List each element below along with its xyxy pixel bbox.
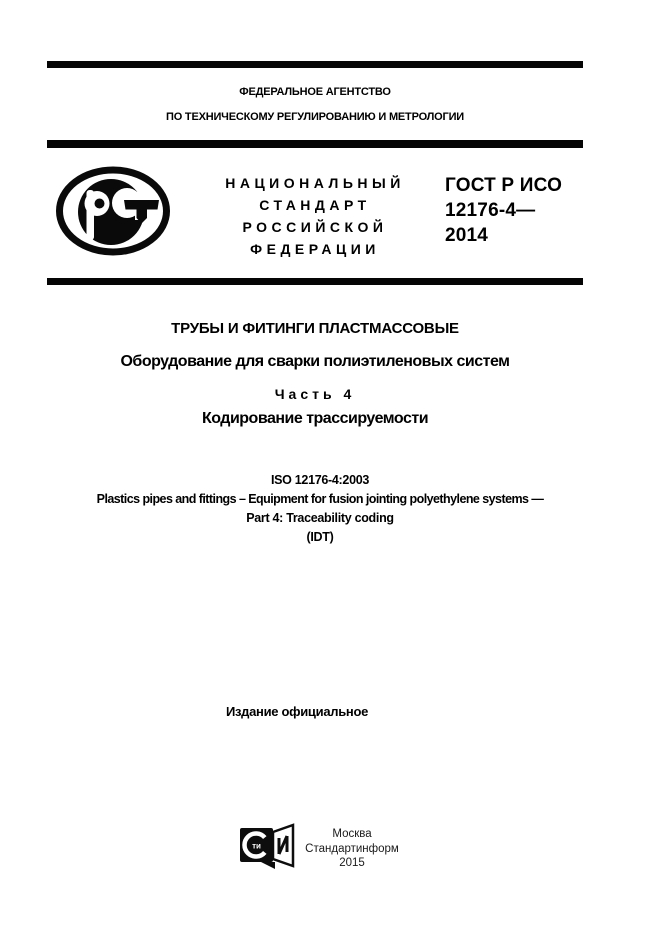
svg-text:ти: ти	[252, 841, 261, 851]
part-title: Кодирование трассируемости	[201, 410, 429, 427]
designation-line: 12176-4—	[445, 200, 536, 221]
imprint-block	[252, 827, 452, 871]
iso-reference-block	[0, 471, 640, 547]
standard-kind-block	[175, 172, 455, 260]
rst-conformity-mark-icon	[55, 166, 171, 261]
banner-bottom-rule	[47, 278, 583, 285]
part-label: Часть 4	[274, 386, 356, 402]
standard-designation	[445, 173, 562, 248]
standard-kind-line: ФЕДЕРАЦИИ	[250, 241, 380, 257]
designation-line: 2014	[445, 225, 489, 246]
iso-part-en: Part 4: Traceability coding	[246, 511, 394, 525]
header-rule	[47, 140, 583, 148]
official-edition-note: Издание официальное	[225, 704, 369, 719]
iso-conformity-degree: (IDT)	[306, 530, 334, 544]
iso-designation: ISO 12176-4:2003	[270, 473, 370, 487]
imprint-year: 2015	[339, 857, 365, 869]
agency-name-line2: ПО ТЕХНИЧЕСКОМУ РЕГУЛИРОВАНИЮ И МЕТРОЛОГИИ	[166, 111, 464, 123]
top-rule	[47, 61, 583, 68]
subtitle: Оборудование для сварки полиэтиленовых систем	[120, 353, 510, 370]
iso-title-en: Plastics pipes and fittings – Equipment for fusion jointing polyethylene systems —	[96, 492, 544, 506]
imprint-city: Москва	[332, 828, 372, 840]
standard-kind-line: РОССИЙСКОЙ	[242, 219, 388, 235]
designation-line: ГОСТ Р ИСО	[445, 175, 563, 196]
standard-kind-line: СТАНДАРТ	[259, 197, 371, 213]
main-title: ТРУБЫ И ФИТИНГИ ПЛАСТМАССОВЫЕ	[171, 320, 459, 337]
imprint-publisher: Стандартинформ	[305, 842, 399, 855]
standard-kind-line: НАЦИОНАЛЬНЫЙ	[225, 175, 405, 191]
agency-name-line1: ФЕДЕРАЛЬНОЕ АГЕНТСТВО	[239, 86, 391, 98]
